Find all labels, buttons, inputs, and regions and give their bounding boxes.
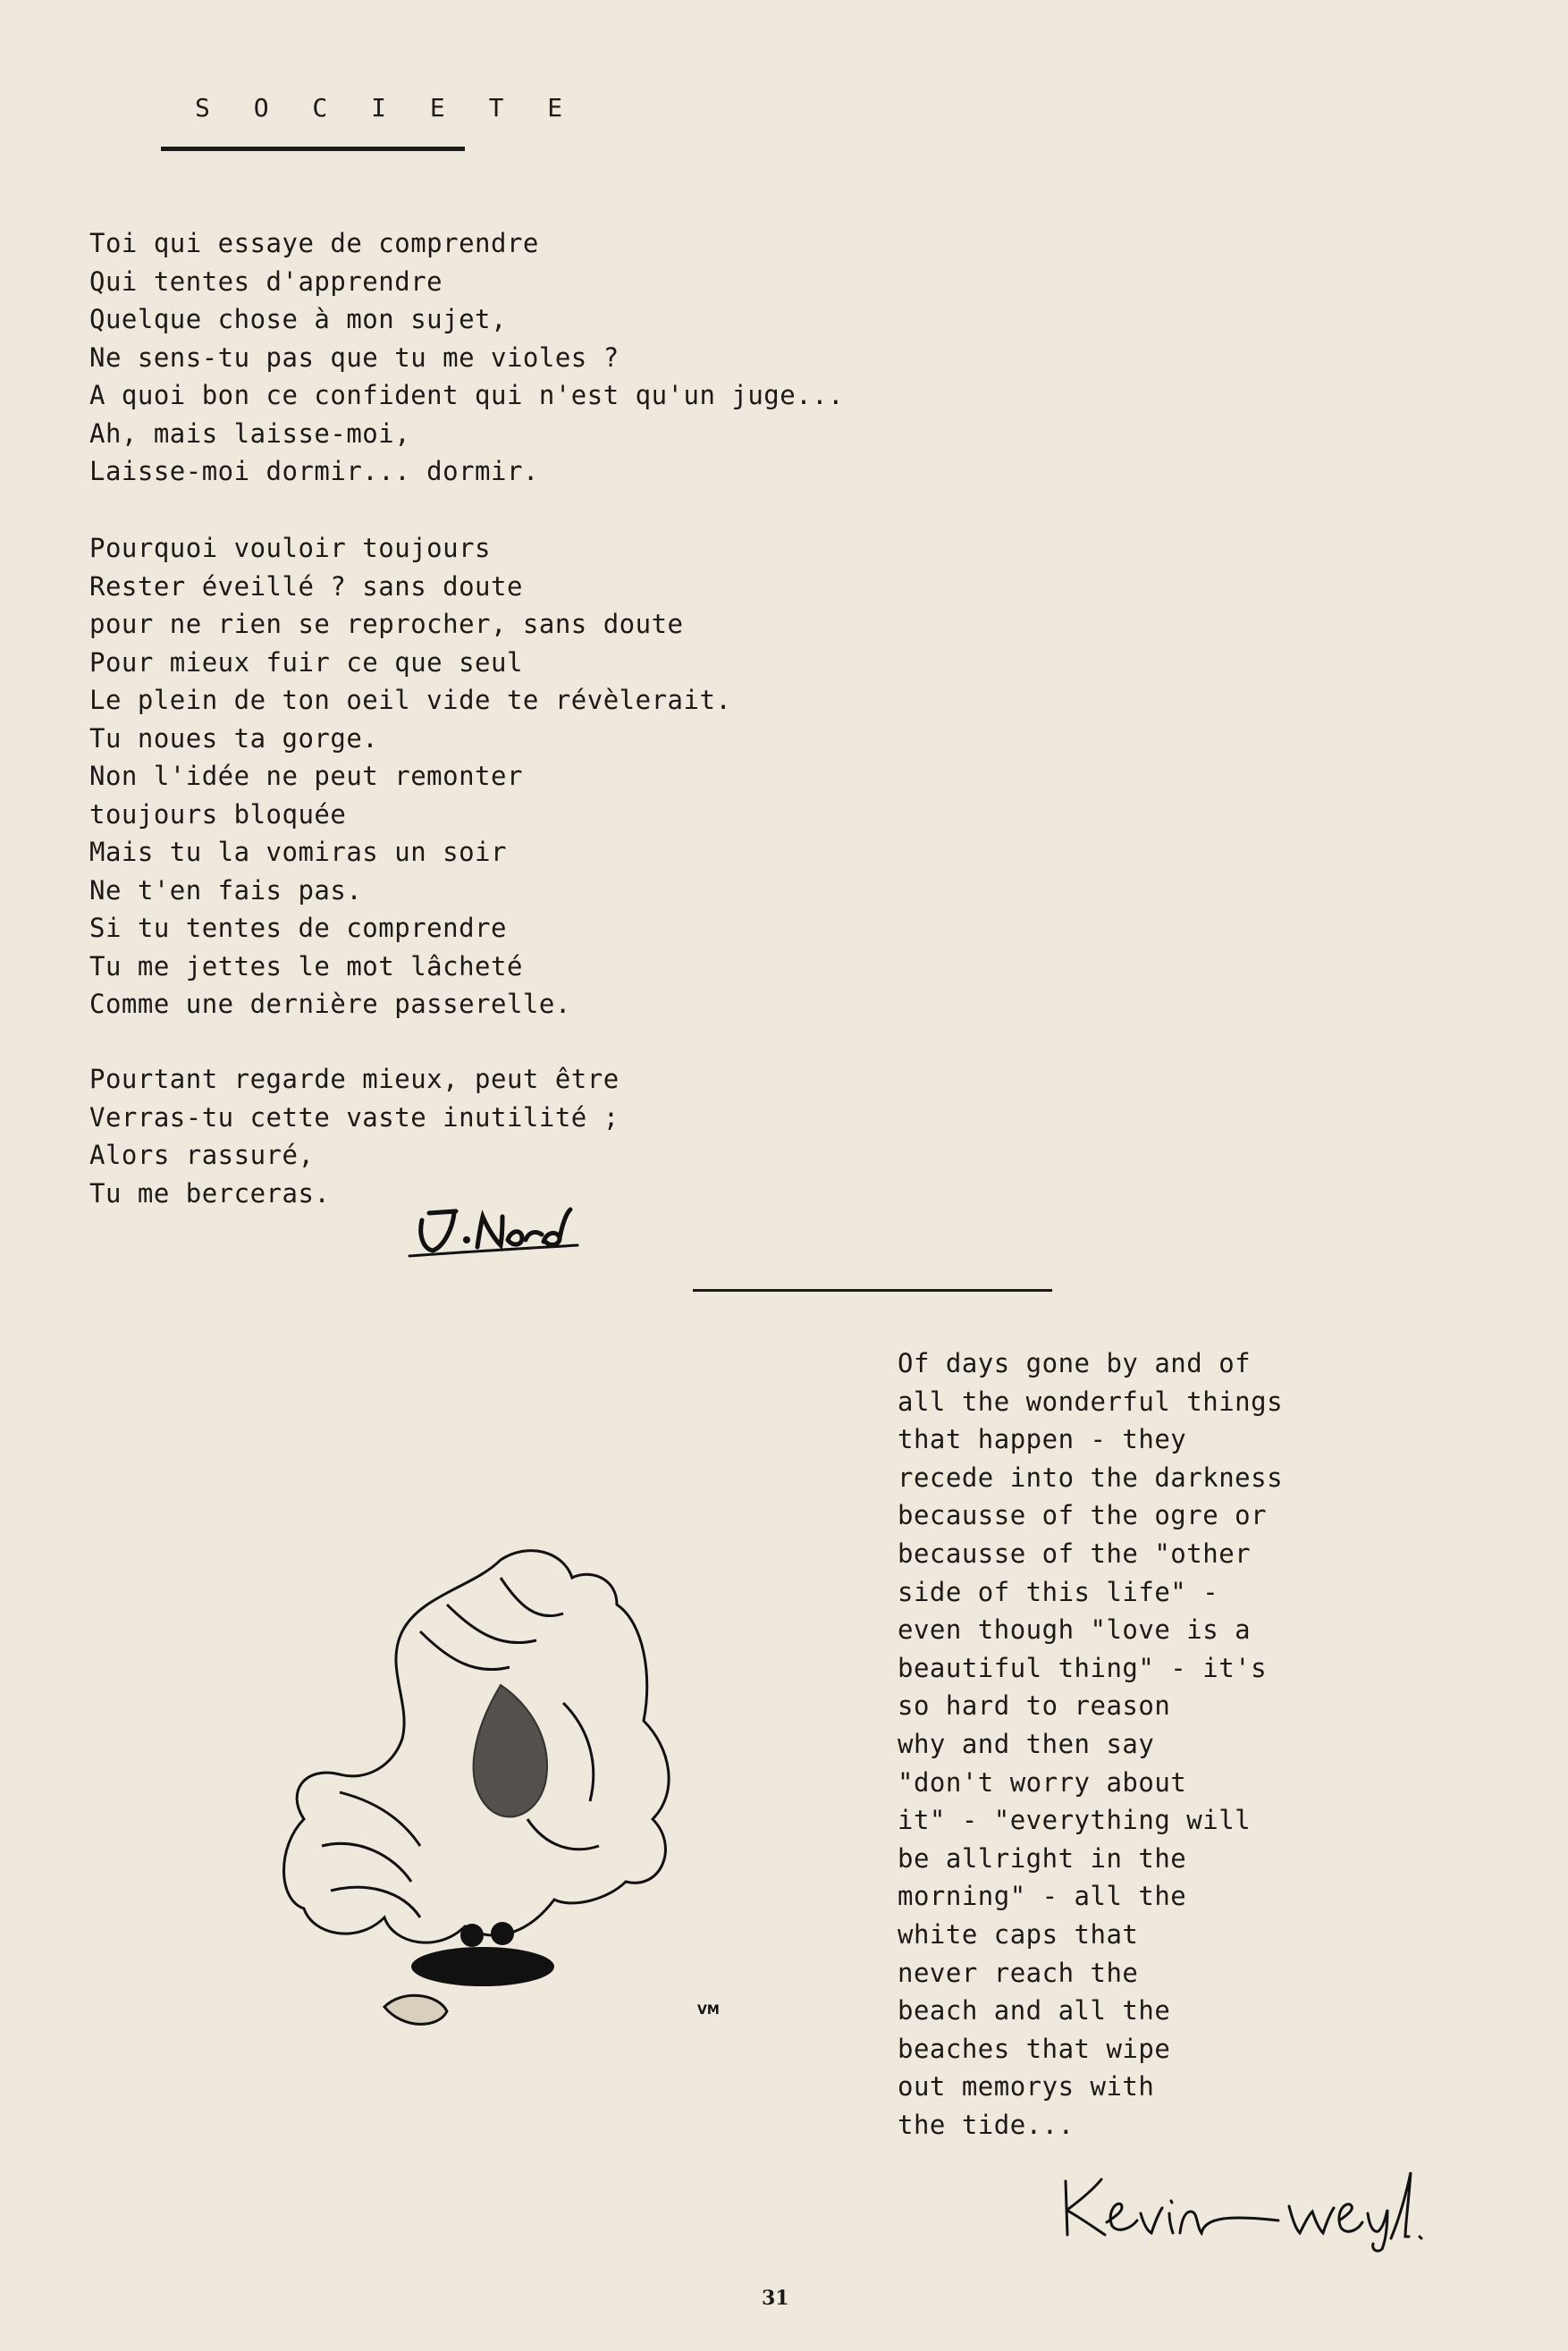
- poem-line: becausse of the "other: [898, 1538, 1252, 1569]
- poem-line: Ne sens-tu pas que tu me violes ?: [89, 341, 620, 373]
- poem-stanza-1: [89, 224, 844, 491]
- poem-line: Comme une dernière passerelle.: [89, 989, 571, 1019]
- poem-line: the tide...: [898, 2109, 1075, 2140]
- poem-line: "don't worry about: [898, 1766, 1187, 1798]
- poem-line: becausse of the ogre or: [898, 1500, 1268, 1531]
- poem-line: it" - "everything will: [898, 1805, 1252, 1836]
- poem-line: never reach the: [898, 1957, 1139, 1988]
- author-signature-fr: [402, 1193, 581, 1265]
- page-number: 31: [762, 2287, 789, 2310]
- poem-line: so hard to reason: [898, 1690, 1171, 1722]
- poem-line: pour ne rien se reprocher, sans doute: [89, 609, 684, 639]
- poem-line: Quelque chose à mon sujet,: [89, 304, 507, 334]
- poem-line: Tu me jettes le mot lâcheté: [89, 950, 523, 982]
- poem-line: Non l'idée ne peut remonter: [89, 761, 523, 791]
- poem-line: Pourquoi vouloir toujours: [89, 533, 491, 563]
- poem-line: beach and all the: [898, 1995, 1171, 2027]
- poem-line: be allright in the: [898, 1842, 1187, 1874]
- poem-line: beaches that wipe: [898, 2033, 1171, 2064]
- poem-line: Ah, mais laisse-moi,: [89, 417, 411, 449]
- poem-line: Ne t'en fais pas.: [89, 874, 363, 906]
- poem-line: even though "love is a: [898, 1614, 1252, 1646]
- poem-stanza-2: [89, 529, 731, 1024]
- poem-line: Toi qui essaye de comprendre: [89, 228, 539, 258]
- poem-line: white caps that: [898, 1918, 1139, 1950]
- poem-line: Of days gone by and of: [898, 1348, 1252, 1378]
- poem-line: Laisse-moi dormir... dormir.: [89, 456, 539, 486]
- poem-line: recede into the darkness: [898, 1462, 1284, 1493]
- page-title: S O C I E T E: [195, 93, 577, 122]
- poem-line: Mais tu la vomiras un soir: [89, 837, 507, 867]
- poem-line: morning" - all the: [898, 1881, 1187, 1912]
- poem-line: Verras-tu cette vaste inutilité ;: [89, 1101, 620, 1133]
- poem-line: beautiful thing" - it's: [898, 1652, 1268, 1683]
- poem-line: A quoi bon ce confident qui n'est qu'un juge...: [89, 380, 845, 410]
- title-underline: [161, 147, 465, 151]
- poem-line: that happen - they: [898, 1424, 1187, 1455]
- poem-line: Alors rassuré,: [89, 1140, 315, 1170]
- poem-stanza-3: [89, 1060, 620, 1212]
- poem-line: out memorys with: [898, 2071, 1155, 2102]
- poem-line: Si tu tentes de comprendre: [89, 913, 507, 943]
- illustrator-initials: VM: [697, 2003, 720, 2018]
- author-signature-en: [1055, 2163, 1448, 2253]
- poem-line: Pour mieux fuir ce que seul: [89, 646, 523, 678]
- poem-line: Le plein de ton oeil vide te révèlerait.: [89, 685, 732, 715]
- poem-line: Tu noues ta gorge.: [89, 722, 379, 754]
- poem-line: all the wonderful things: [898, 1386, 1284, 1417]
- poem-line: Pourtant regarde mieux, peut être: [89, 1064, 620, 1094]
- poem-line: toujours bloquée: [89, 798, 347, 830]
- poem-line: Qui tentes d'apprendre: [89, 265, 443, 297]
- section-divider: [693, 1289, 1052, 1292]
- english-poem: [898, 1344, 1283, 2144]
- poem-line: Tu me berceras.: [89, 1177, 331, 1209]
- poem-line: side of this life" -: [898, 1576, 1219, 1607]
- poem-line: Rester éveillé ? sans doute: [89, 570, 523, 602]
- poem-line: why and then say: [898, 1728, 1155, 1759]
- ink-illustration: [268, 1524, 769, 2043]
